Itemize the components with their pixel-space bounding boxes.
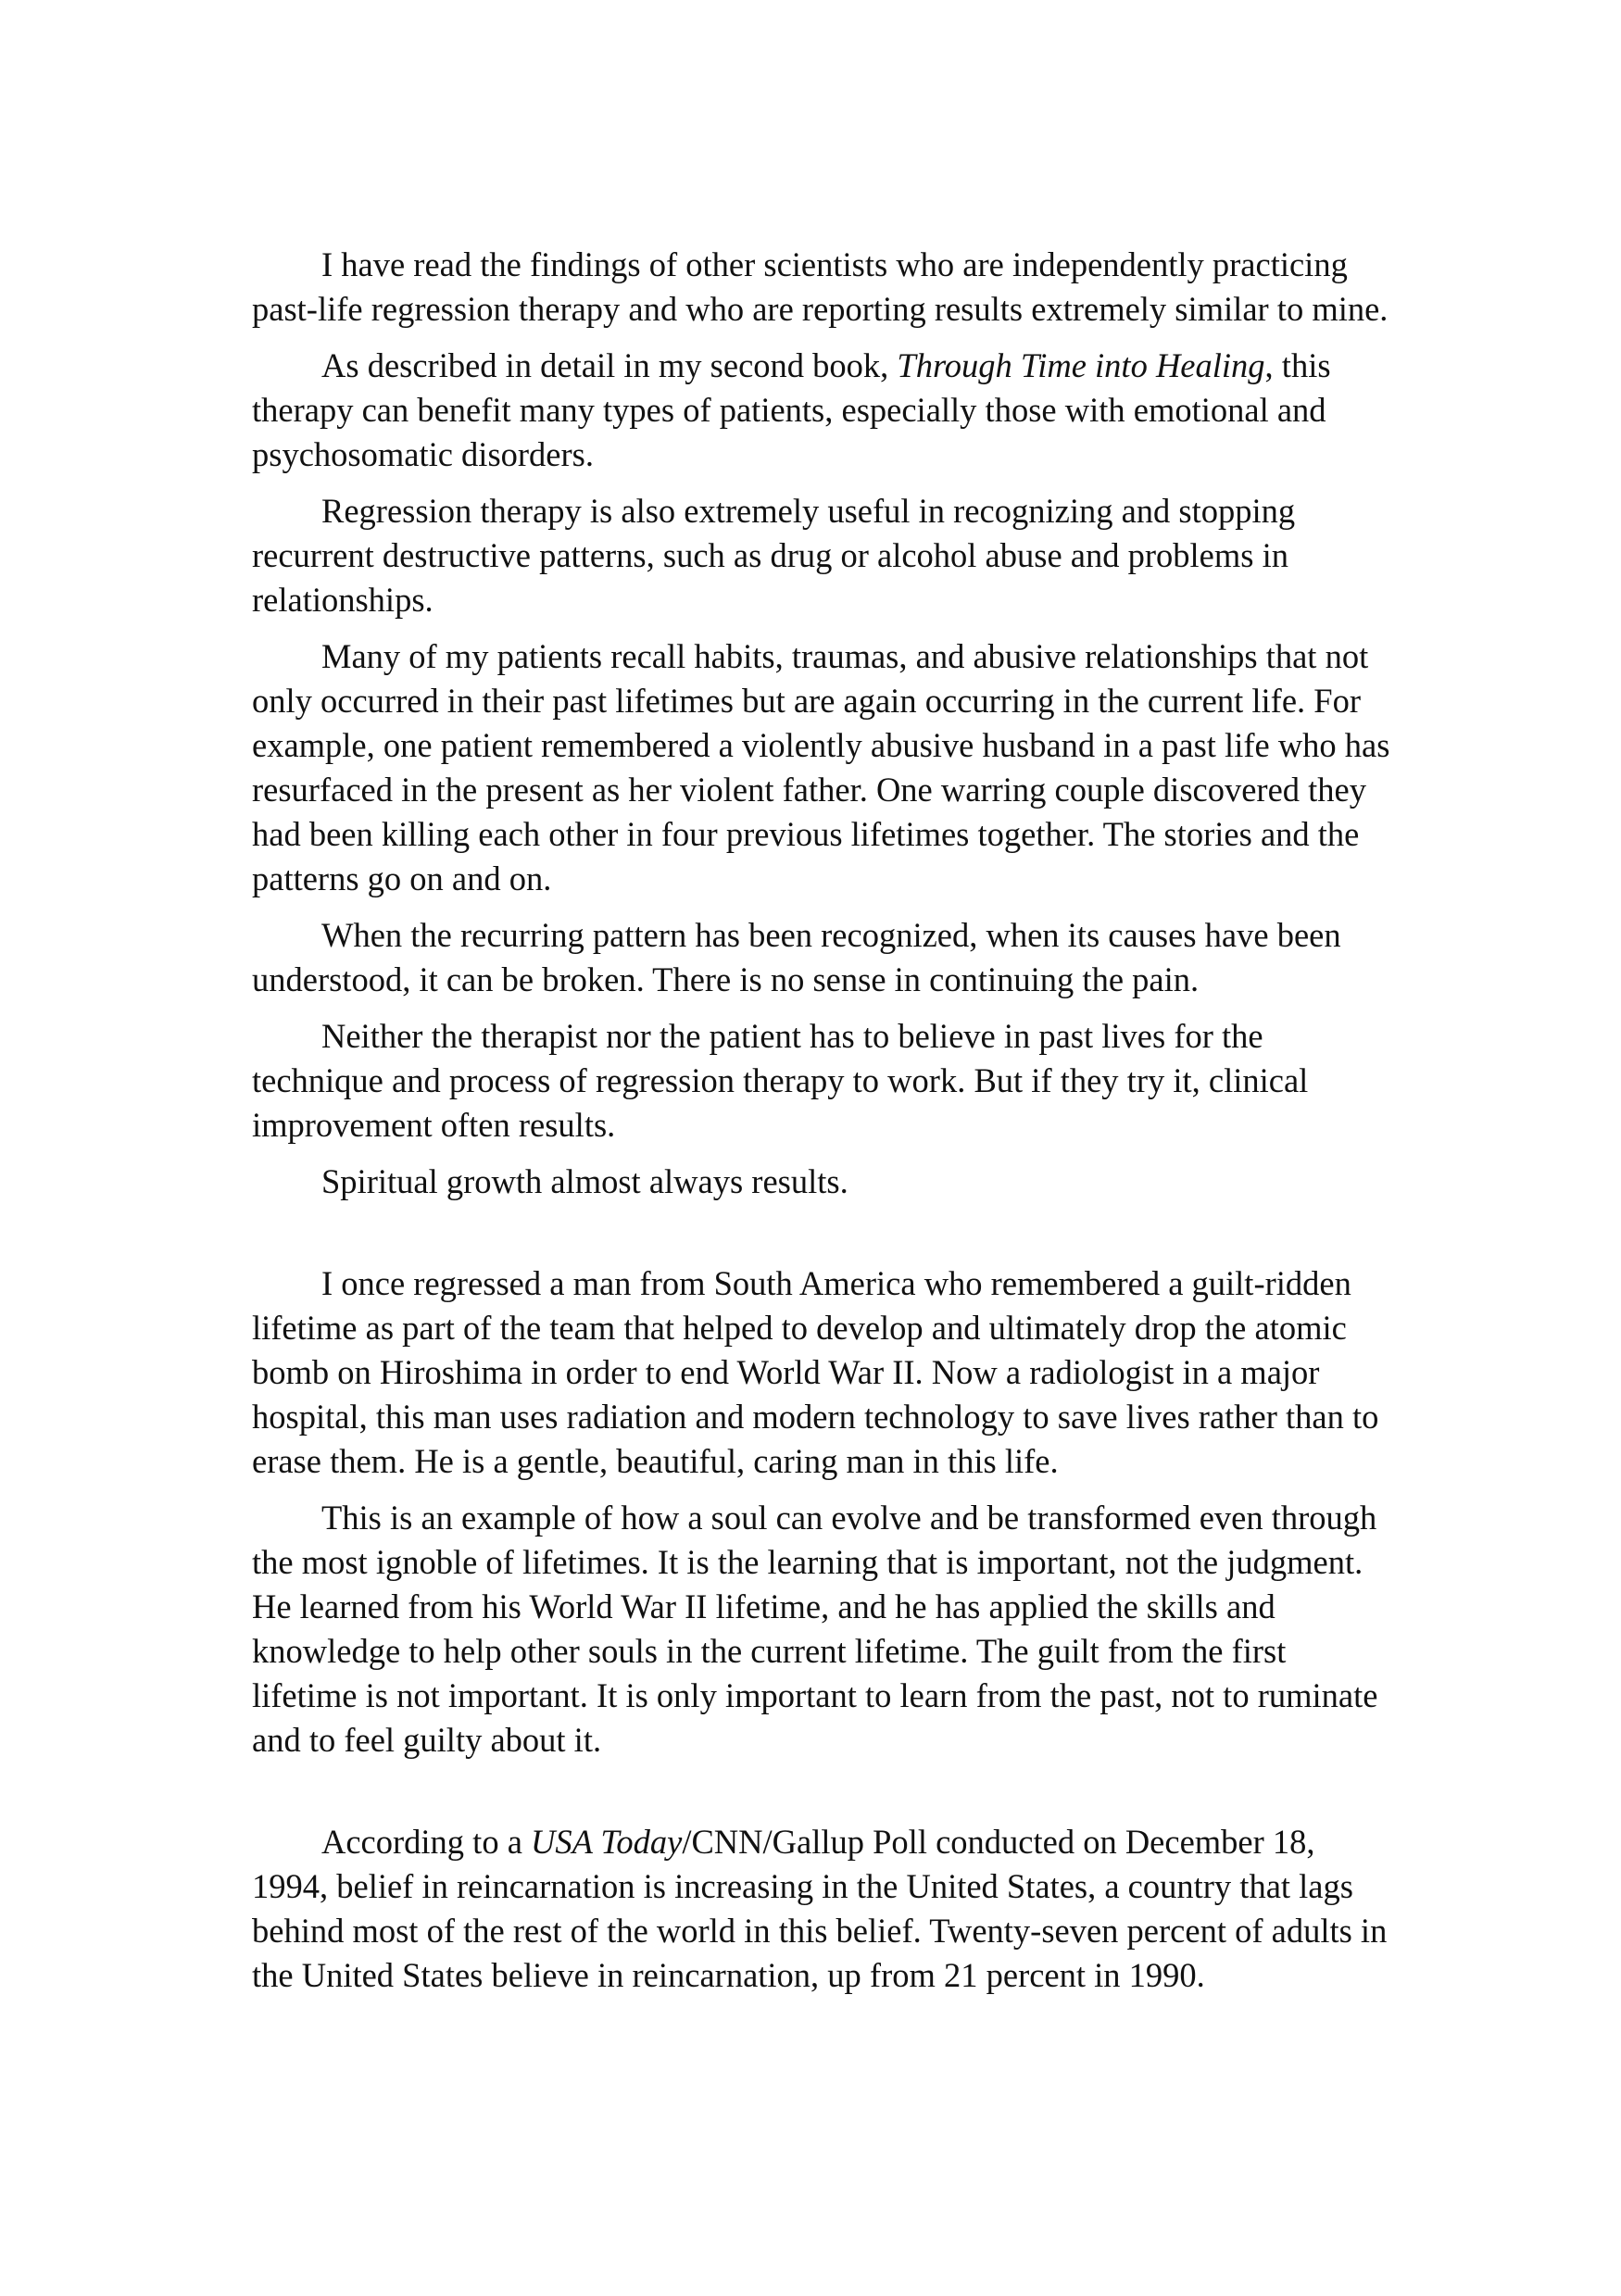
section-1 [252,243,1391,1204]
section-break [252,1763,1391,1820]
section-3 [252,1820,1391,1998]
paragraph: I once regressed a man from South America who remembered a guilt-ridden lifetime as part of the team that helped to develop and ultimately drop the atomic bomb on Hiroshima in order to end World War II. Now a radiologist in a major hospital, this man uses radiation and modern technology to save lives rather than to erase them. He is a gentle, beautiful, caring man in this life. [252,1264,1379,1480]
paragraph: When the recurring pattern has been recognized, when its causes have been understood, it can be broken. There is no sense in continuing the pain. [252,916,1341,998]
paragraph: This is an example of how a soul can evolve and be transformed even through the most ignoble of lifetimes. It is the learning that is important, not the judgment. He learned from his World War II lifetime, and he has applied the skills and knowledge to help other souls in the current lifetime. The guilt from the first lifetime is not important. It is only important to learn from the past, not to ruminate and to feel guilty about it. [252,1499,1378,1759]
paragraph: As described in detail in my second book, Through Time into Healing, this therapy can benefit many types of patients, especially those with emotional and psychosomatic disorders. [252,346,1331,473]
paragraph: Spiritual growth almost always results. [321,1162,848,1200]
paragraph: Regression therapy is also extremely useful in recognizing and stopping recurrent destructive patterns, such as drug or alcohol abuse and problems in relationships. [252,492,1296,619]
publication-title: USA Today [531,1823,683,1861]
document-page [252,243,1391,1998]
paragraph: Many of my patients recall habits, traumas, and abusive relationships that not only occurred in their past lifetimes but are again occurring in the current life. For example, one patient remembered a violently abusive husband in a past life who has resurfaced in the present as her violent father. One warring couple discovered they had been killing each other in four previous lifetimes together. The stories and the patterns go on and on. [252,637,1390,897]
paragraph: Neither the therapist nor the patient has to believe in past lives for the technique and process of regression therapy to work. But if they try it, clinical improvement often results. [252,1017,1309,1144]
section-2 [252,1261,1391,1763]
section-break [252,1204,1391,1261]
paragraph: According to a USA Today/CNN/Gallup Poll conducted on December 18, 1994, belief in reincarnation is increasing in the United States, a country that lags behind most of the rest of the world in this belief. Twenty-seven percent of adults in the United States believe in reincarnation, up from 21 percent in 1990. [252,1823,1388,1994]
paragraph: I have read the findings of other scientists who are independently practicing past-life regression therapy and who are reporting results extremely similar to mine. [252,245,1389,328]
book-title: Through Time into Healing [897,346,1265,384]
